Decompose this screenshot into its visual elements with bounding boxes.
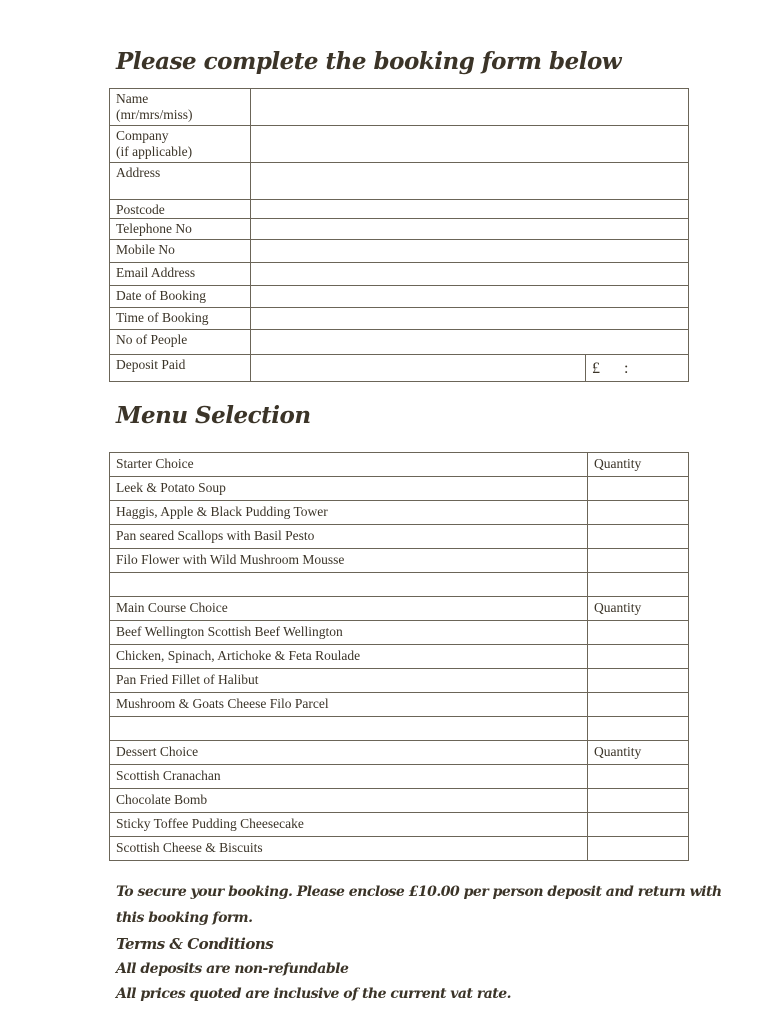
email-field[interactable] [251,263,689,286]
dessert-heading: Dessert Choice [110,741,588,765]
menu-item: Pan Fried Fillet of Halibut [110,669,588,693]
quantity-field[interactable] [588,501,689,525]
telephone-field[interactable] [251,219,689,240]
main-course-heading: Main Course Choice [110,597,588,621]
deposit-amount-field[interactable]: £ : [586,355,689,382]
quantity-field[interactable] [588,765,689,789]
spacer-cell [588,573,689,597]
date-field[interactable] [251,286,689,308]
quantity-field[interactable] [588,477,689,501]
company-label: Company (if applicable) [110,126,251,163]
address-label: Address [110,163,251,200]
menu-item: Chicken, Spinach, Artichoke & Feta Roulade [110,645,588,669]
starter-heading: Starter Choice [110,453,588,477]
menu-selection-title: Menu Selection [116,402,311,429]
menu-item: Haggis, Apple & Black Pudding Tower [110,501,588,525]
dessert-quantity-heading: Quantity [588,741,689,765]
deposit-field[interactable] [251,355,586,382]
mobile-field[interactable] [251,240,689,263]
term-non-refundable: All deposits are non-refundable [116,961,349,977]
menu-item: Mushroom & Goats Cheese Filo Parcel [110,693,588,717]
terms-heading: Terms & Conditions [116,935,274,953]
menu-item: Leek & Potato Soup [110,477,588,501]
quantity-field[interactable] [588,789,689,813]
company-field[interactable] [251,126,689,163]
menu-selection-table [109,452,689,861]
mobile-label: Mobile No [110,240,251,263]
quantity-field[interactable] [588,669,689,693]
menu-item: Scottish Cranachan [110,765,588,789]
menu-item: Filo Flower with Wild Mushroom Mousse [110,549,588,573]
deposit-instructions: To secure your booking. Please enclose £10.00 per person deposit and return with [116,884,722,900]
booking-form-title: Please complete the booking form below [116,48,622,75]
spacer-row [110,717,588,741]
deposit-label: Deposit Paid [110,355,251,382]
booking-form-table [109,88,689,382]
menu-item: Beef Wellington Scottish Beef Wellington [110,621,588,645]
postcode-field[interactable] [251,200,689,219]
email-label: Email Address [110,263,251,286]
time-field[interactable] [251,308,689,330]
menu-item: Scottish Cheese & Biscuits [110,837,588,861]
term-vat: All prices quoted are inclusive of the current vat rate. [116,986,512,1002]
telephone-label: Telephone No [110,219,251,240]
time-label: Time of Booking [110,308,251,330]
deposit-instructions-cont: this booking form. [116,910,253,926]
quantity-field[interactable] [588,621,689,645]
menu-item: Pan seared Scallops with Basil Pesto [110,525,588,549]
date-label: Date of Booking [110,286,251,308]
name-label: Name (mr/mrs/miss) [110,89,251,126]
menu-item: Sticky Toffee Pudding Cheesecake [110,813,588,837]
spacer-cell [588,717,689,741]
people-label: No of People [110,330,251,355]
address-field[interactable] [251,163,689,200]
spacer-row [110,573,588,597]
starter-quantity-heading: Quantity [588,453,689,477]
people-field[interactable] [251,330,689,355]
quantity-field[interactable] [588,837,689,861]
menu-item: Chocolate Bomb [110,789,588,813]
quantity-field[interactable] [588,645,689,669]
name-field[interactable] [251,89,689,126]
main-quantity-heading: Quantity [588,597,689,621]
quantity-field[interactable] [588,549,689,573]
quantity-field[interactable] [588,693,689,717]
postcode-label: Postcode [110,200,251,219]
quantity-field[interactable] [588,525,689,549]
quantity-field[interactable] [588,813,689,837]
